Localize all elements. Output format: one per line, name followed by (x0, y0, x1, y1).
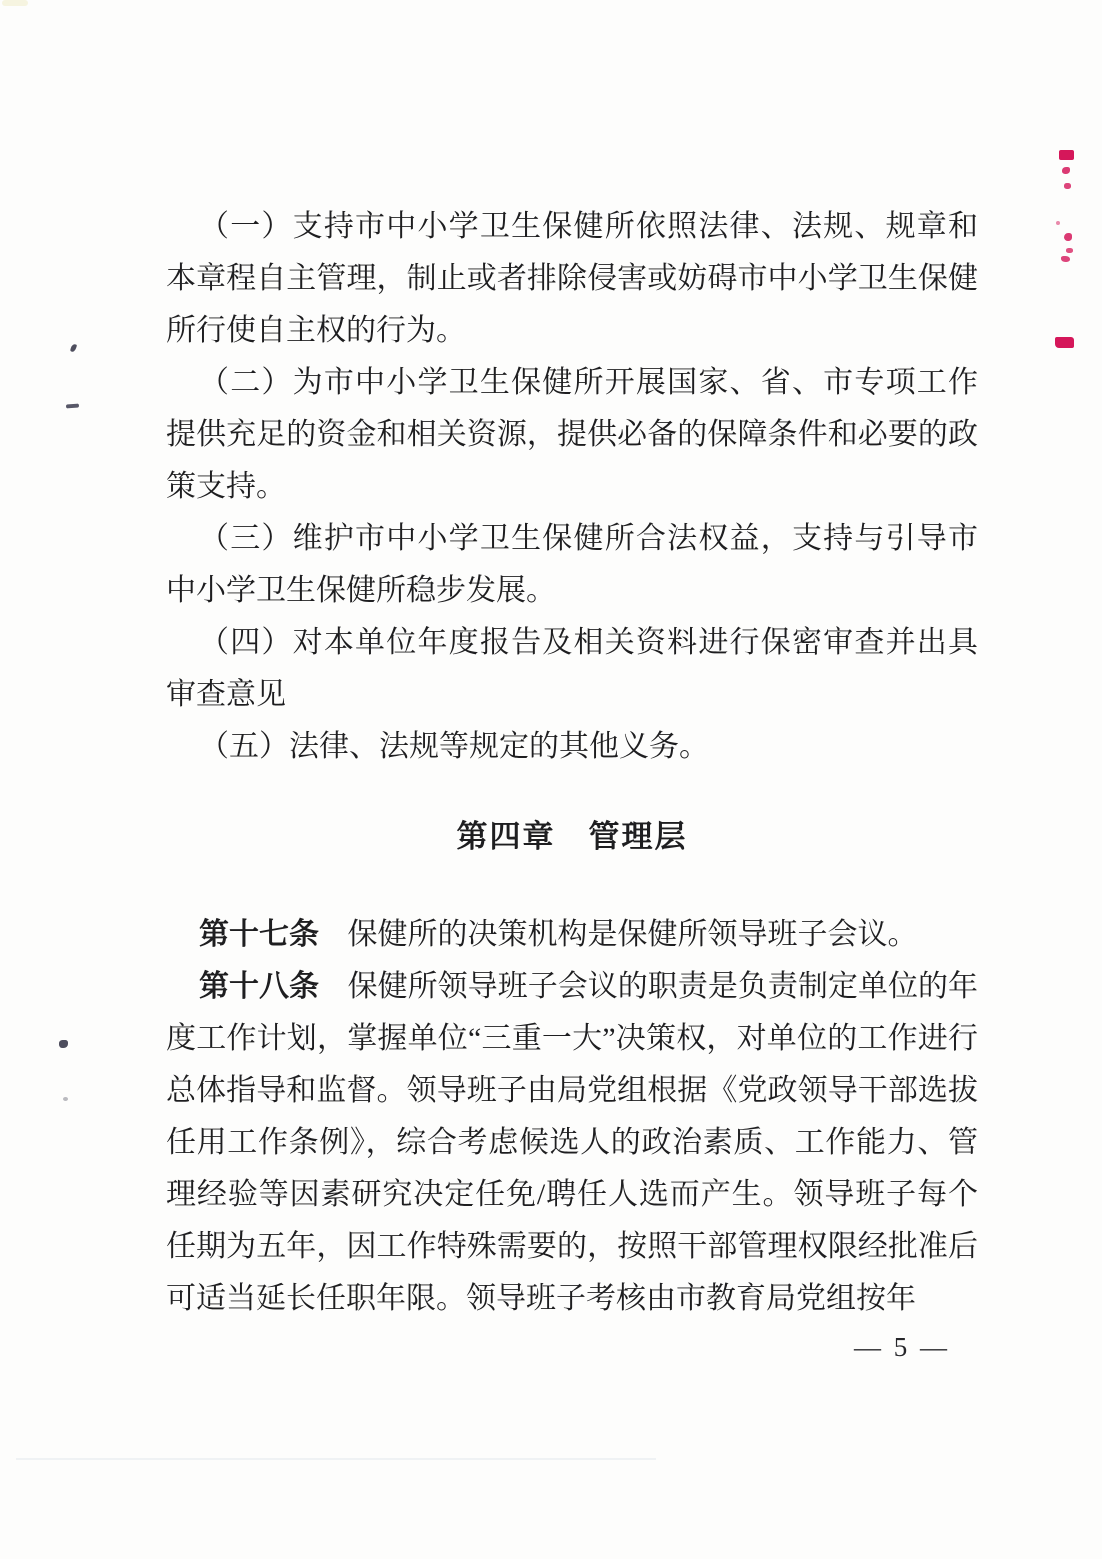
stamp-fragment (1055, 337, 1074, 348)
ink-speck (70, 343, 77, 352)
chapter-heading: 第四章 管理层 (456, 819, 688, 854)
article-18-label: 第十八条 (199, 970, 320, 1003)
article-17-label: 第十七条 (199, 918, 319, 951)
article-18-text: 保健所领导班子会议的职责是负责制定单位的年度工作计划，掌握单位“三重一大”决策权，对单位的工作进行总体指导和监督。领导班子由局党组根据《党政领导干部选拔任用工作条例》，综合考虑候选人的政治素质、工作能力、管理经验等因素研究决定任免/聘任人选而产生。领导班子每个任期为五年，因工作特殊需要的，按照干部管理权限经批准后可适当延长任职年限。领导班子考核由市教育局党组按年 (166, 970, 979, 1315)
stamp-fragment (1062, 167, 1070, 174)
scan-smudge (2, 0, 28, 6)
ink-speck (59, 1040, 68, 1048)
obligation-item-2: （二）为市中小学卫生保健所开展国家、省、市专项工作提供充足的资金和相关资源，提供必备的保障条件和必要的政策支持。 (166, 366, 978, 503)
article-18 (166, 961, 978, 1325)
stamp-fragment (1059, 150, 1074, 160)
article-17 (166, 909, 978, 961)
stamp-fragment (1056, 221, 1060, 225)
page-number: — 5 — (854, 1332, 950, 1362)
article-17-text: 保健所的决策机构是保健所领导班子会议。 (347, 918, 918, 951)
stamp-fragment (1061, 256, 1070, 262)
stamp-fragment (1066, 248, 1073, 253)
ink-speck (66, 404, 79, 409)
obligation-item-5: （五）法律、法规等规定的其他义务。 (199, 730, 709, 763)
scan-paper-edge (16, 1448, 656, 1460)
stamp-fragment (1064, 183, 1071, 189)
document-body (166, 201, 978, 1325)
obligation-item-3: （三）维护市中小学卫生保健所合法权益，支持与引导市中小学卫生保健所稳步发展。 (166, 522, 978, 607)
ink-speck (63, 1097, 68, 1101)
stamp-fragment (1064, 233, 1072, 241)
obligation-item-4: （四）对本单位年度报告及相关资料进行保密审查并出具审查意见 (166, 626, 978, 711)
obligation-item-1: （一）支持市中小学卫生保健所依照法律、法规、规章和本章程自主管理，制止或者排除侵害或妨碍市中小学卫生保健所行使自主权的行为。 (166, 210, 978, 347)
